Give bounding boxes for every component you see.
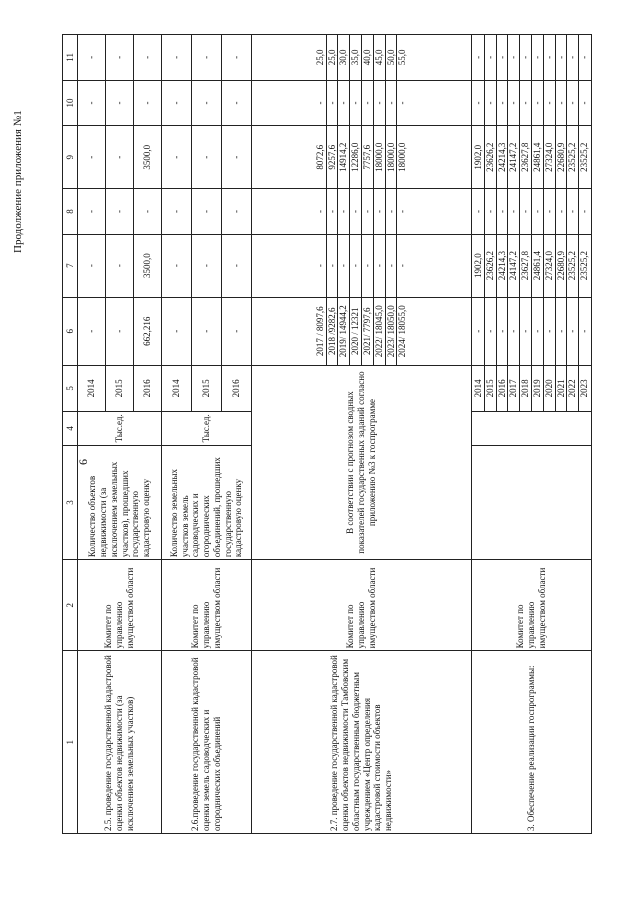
list-item: 50,0	[385, 35, 397, 80]
list-item: -	[543, 35, 555, 80]
list-item: -	[326, 189, 338, 234]
cell-11: -	[78, 35, 106, 81]
indicator	[472, 445, 592, 559]
list-item: 2023/ 18050,0	[385, 298, 397, 365]
list-item: 23626,2	[484, 235, 496, 297]
list-item: 27324,0	[543, 126, 555, 188]
list-item: -	[578, 189, 590, 234]
cell-9: 3500,0	[134, 126, 162, 189]
cell-11: -	[106, 35, 134, 81]
list-item: 2018 /9282,6	[326, 298, 338, 365]
list-item: -	[484, 35, 496, 80]
cell-9-list	[252, 126, 472, 189]
cell-7-list	[472, 234, 592, 297]
list-item: 2019/ 14944,2	[337, 298, 349, 365]
list-item: 22680,9	[555, 126, 567, 188]
list-item: -	[396, 81, 408, 126]
col-header: 10	[63, 80, 78, 126]
cell-8: -	[134, 189, 162, 235]
cell-11: -	[162, 35, 192, 81]
list-item: 24861,4	[531, 235, 543, 297]
list-item: -	[349, 189, 361, 234]
cell-7: -	[192, 234, 222, 297]
list-item: -	[385, 235, 397, 297]
table-row	[78, 35, 106, 834]
measure-name: 3. Обеспечение реализации госпрограммы:	[472, 651, 592, 834]
unit: Тыс.ед.	[162, 411, 252, 445]
list-item: -	[473, 101, 484, 105]
col-header: 11	[63, 35, 78, 81]
list-item: 24214,3	[496, 235, 508, 297]
list-item: 24861,4	[531, 126, 543, 188]
list-item: 9257,6	[326, 126, 338, 188]
list-item: -	[373, 81, 385, 126]
list-item: 2020 / 12321	[349, 298, 361, 365]
cell-7: -	[162, 234, 192, 297]
list-item: -	[531, 81, 543, 126]
list-item: -	[543, 81, 555, 126]
appendix-caption: Продолжение приложения №1	[12, 110, 24, 253]
executor: Комитет по управлению имуществом области	[252, 560, 472, 651]
list-item: 2020	[543, 366, 555, 411]
year-cell: 2015	[192, 366, 222, 412]
list-item: -	[349, 235, 361, 297]
year-list	[472, 366, 592, 412]
list-item: -	[361, 81, 373, 126]
table-row	[472, 35, 592, 834]
list-item: -	[496, 81, 508, 126]
unit: Тыс.ед.	[78, 411, 162, 445]
list-item: 40,0	[361, 35, 373, 80]
cell-9: -	[162, 126, 192, 189]
list-item: 23525,2	[566, 126, 578, 188]
col-header: 4	[63, 411, 78, 445]
cell-11: -	[134, 35, 162, 81]
list-item: 23626,2	[484, 126, 496, 188]
table-row	[252, 35, 472, 834]
cell-11-list	[252, 35, 472, 81]
year-cell: 2014	[78, 366, 106, 412]
cell-8: -	[78, 189, 106, 235]
cell-11: -	[222, 35, 252, 81]
cell-10: -	[134, 80, 162, 126]
list-item: -	[349, 81, 361, 126]
col-header: 7	[63, 234, 78, 297]
cell-7: -	[106, 234, 134, 297]
indicator: Количество объектов недвижимости (за исключением земельных участков), прошедших государственную кадастровую оценку	[78, 445, 162, 559]
list-item: -	[519, 189, 531, 234]
cell-6: 662,216	[134, 297, 162, 365]
cell-9: -	[78, 126, 106, 189]
measure-name: 2.6.проведение государственной кадастровой оценки земель садоводческих и огороднических объединений	[162, 651, 252, 834]
cell-9-list	[472, 126, 592, 189]
list-item: -	[396, 235, 408, 297]
list-item: -	[484, 81, 496, 126]
cell-8: -	[106, 189, 134, 235]
col-header: 3	[63, 445, 78, 559]
list-item: -	[484, 189, 496, 234]
header-row	[63, 35, 78, 834]
cell-6-list	[472, 297, 592, 365]
year-cell: 2015	[106, 366, 134, 412]
list-item: 27324,0	[543, 235, 555, 297]
list-item: 7757,6	[361, 126, 373, 188]
cell-6: -	[192, 297, 222, 365]
cell-7-list	[252, 234, 472, 297]
list-item: 2022	[566, 366, 578, 411]
cell-10-list	[472, 80, 592, 126]
cell-10: -	[78, 80, 106, 126]
list-item: -	[519, 81, 531, 126]
list-item: -	[326, 235, 338, 297]
list-item: -	[507, 81, 519, 126]
indicator: Количество земельных участков земель садоводческих и огороднических объединений, прошедших государственную кадастровую оценку	[162, 445, 252, 559]
list-item: 30,0	[337, 35, 349, 80]
list-item: 8072,6	[314, 144, 325, 170]
list-item: 18000,0	[385, 126, 397, 188]
col-header: 8	[63, 189, 78, 235]
list-item: 2017 / 8097,6	[314, 306, 325, 357]
list-item: -	[519, 35, 531, 80]
list-item: 35,0	[349, 35, 361, 80]
measure-name: 2.7. проведение государственной кадастровой оценки объектов недвижимости Тамбовским областным государственным бюджетным учреждением «Центр определения кадастровой стоимости объектов недвижимости»	[252, 651, 472, 834]
list-item: -	[373, 189, 385, 234]
cell-10: -	[162, 80, 192, 126]
list-item: 23627,8	[519, 235, 531, 297]
table-row	[162, 35, 192, 834]
list-item: 23525,2	[578, 126, 590, 188]
list-item: -	[555, 298, 567, 365]
cell-9: -	[192, 126, 222, 189]
list-item: -	[337, 189, 349, 234]
cell-6: -	[162, 297, 192, 365]
list-item: 2018	[519, 366, 531, 411]
col-header: 9	[63, 126, 78, 189]
list-item: -	[385, 81, 397, 126]
list-item: -	[361, 189, 373, 234]
list-item: -	[543, 298, 555, 365]
list-item: 14914,2	[337, 126, 349, 188]
list-item: -	[507, 298, 519, 365]
list-item: -	[314, 101, 325, 105]
list-item: -	[396, 189, 408, 234]
cell-6: -	[78, 297, 106, 365]
col-header: 2	[63, 560, 78, 651]
executor: Комитет по управлению имуществом области	[472, 560, 592, 651]
list-item: 2019	[531, 366, 543, 411]
list-item: 2022/ 18045,0	[373, 298, 385, 365]
list-item: 2021	[555, 366, 567, 411]
unit	[472, 411, 592, 445]
list-item: -	[566, 189, 578, 234]
list-item: 24214,3	[496, 126, 508, 188]
list-item: -	[543, 189, 555, 234]
executor: Комитет по управлению имуществом области	[78, 560, 162, 651]
cell-10: -	[222, 80, 252, 126]
cell-10: -	[192, 80, 222, 126]
list-item: 1902,0	[473, 253, 484, 279]
list-item: 1902,0	[473, 144, 484, 170]
list-item: -	[484, 298, 496, 365]
list-item: 18000,0	[373, 126, 385, 188]
list-item: 2014	[473, 379, 484, 398]
list-item: -	[578, 81, 590, 126]
cell-9: -	[106, 126, 134, 189]
col-header: 5	[63, 366, 78, 412]
list-item: -	[566, 298, 578, 365]
cell-8-list	[252, 189, 472, 235]
list-item: 2015	[484, 366, 496, 411]
list-item: -	[507, 35, 519, 80]
list-item: -	[531, 189, 543, 234]
cell-8: -	[162, 189, 192, 235]
year-cell: 2016	[134, 366, 162, 412]
cell-10-list	[252, 80, 472, 126]
list-item: -	[555, 35, 567, 80]
page-number: 6	[76, 459, 90, 465]
list-item: 25,0	[314, 49, 325, 66]
list-item: -	[555, 189, 567, 234]
list-item: -	[337, 81, 349, 126]
list-item: -	[531, 298, 543, 365]
cell-8: -	[192, 189, 222, 235]
list-item: 25,0	[326, 35, 338, 80]
list-item: -	[555, 81, 567, 126]
cell-11: -	[192, 35, 222, 81]
list-item: -	[473, 209, 484, 213]
program-table	[62, 34, 592, 834]
list-item: -	[373, 235, 385, 297]
year-cell: 2014	[162, 366, 192, 412]
col-header: 1	[63, 651, 78, 834]
cell-7: -	[78, 234, 106, 297]
list-item: 2021/ 7797,6	[361, 298, 373, 365]
list-item: 23525,2	[578, 235, 590, 297]
list-item: -	[496, 35, 508, 80]
list-item: -	[578, 298, 590, 365]
list-item: -	[519, 298, 531, 365]
cell-9: -	[222, 126, 252, 189]
list-item: -	[531, 35, 543, 80]
year-cell: 2016	[222, 366, 252, 412]
list-item: 24147,2	[507, 126, 519, 188]
list-item: 23525,2	[566, 235, 578, 297]
list-item: -	[337, 235, 349, 297]
list-item: 2016	[496, 366, 508, 411]
list-item: -	[496, 189, 508, 234]
list-item: 2023	[578, 366, 590, 411]
list-item: -	[566, 81, 578, 126]
cell-7: -	[222, 234, 252, 297]
list-item: -	[385, 189, 397, 234]
list-item: 23627,8	[519, 126, 531, 188]
col-header: 6	[63, 297, 78, 365]
indicator: В соответствии с прогнозом сводных показателей государственных заданий согласно приложению №3 к госпрограмме	[252, 366, 472, 560]
list-item: 55,0	[396, 35, 408, 80]
cell-10: -	[106, 80, 134, 126]
list-item: -	[473, 55, 484, 59]
list-item: 18000,0	[396, 126, 408, 188]
list-item: 2024/ 18055,0	[396, 298, 408, 365]
cell-6: -	[106, 297, 134, 365]
list-item: -	[326, 81, 338, 126]
list-item: -	[578, 35, 590, 80]
cell-11-list	[472, 35, 592, 81]
list-item: -	[566, 35, 578, 80]
list-item: -	[314, 209, 325, 213]
cell-8-list	[472, 189, 592, 235]
list-item: -	[314, 264, 325, 268]
measure-name: 2.5. проведение государственной кадастровой оценки объектов недвижимости (за исключением земельных участков)	[78, 651, 162, 834]
list-item: -	[496, 298, 508, 365]
executor: Комитет по управлению имуществом области	[162, 560, 252, 651]
list-item: -	[361, 235, 373, 297]
list-item: 2017	[507, 366, 519, 411]
cell-6: -	[222, 297, 252, 365]
list-item: -	[507, 189, 519, 234]
cell-6-list	[252, 297, 472, 365]
cell-8: -	[222, 189, 252, 235]
list-item: -	[473, 329, 484, 333]
list-item: 24147,2	[507, 235, 519, 297]
list-item: 12286,0	[349, 126, 361, 188]
cell-7: 3500,0	[134, 234, 162, 297]
list-item: 22680,9	[555, 235, 567, 297]
list-item: 45,0	[373, 35, 385, 80]
